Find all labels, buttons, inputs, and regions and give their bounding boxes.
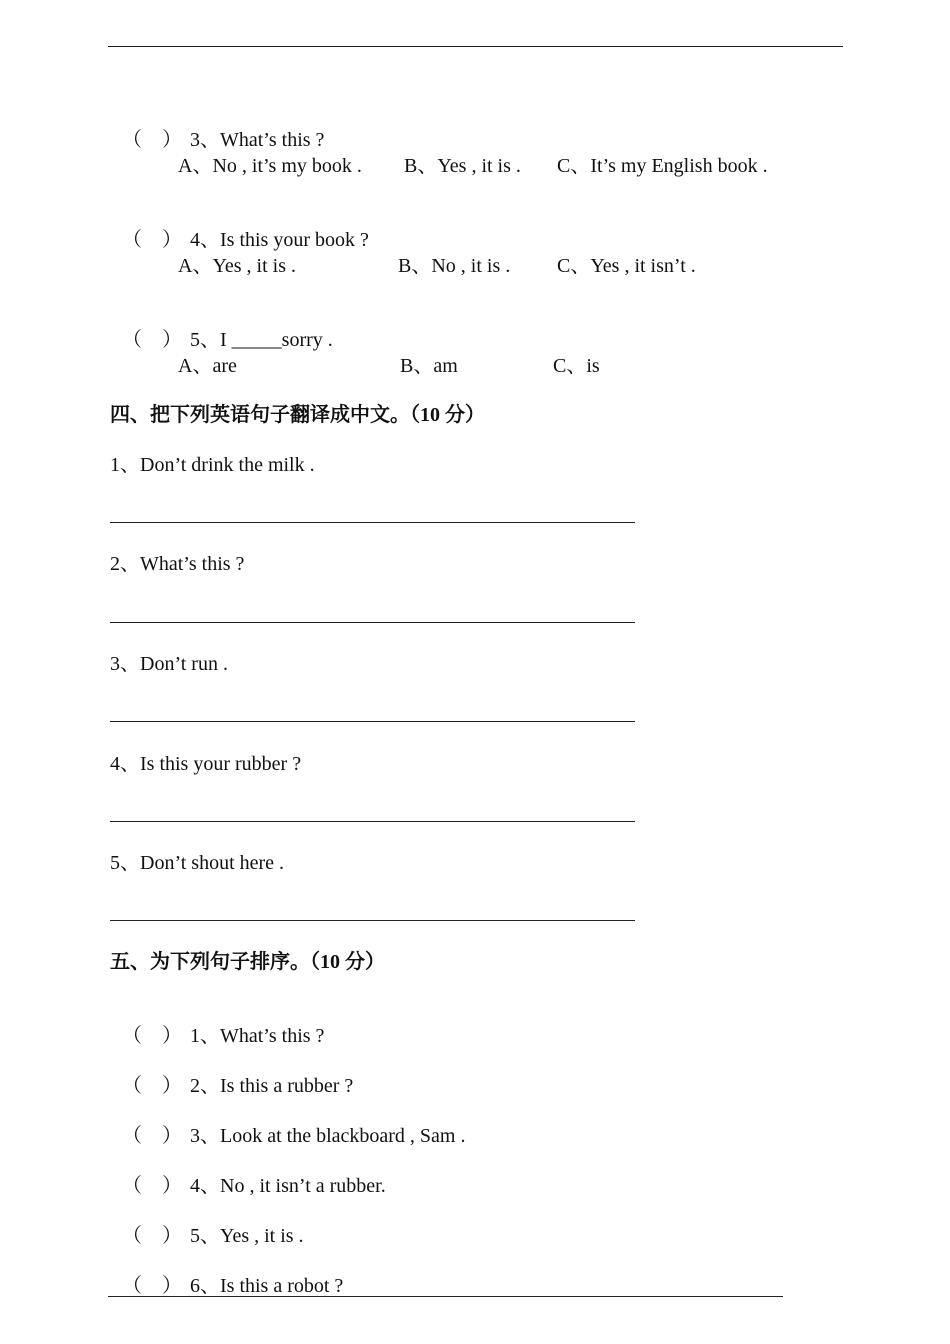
q5-option-c: C、is (553, 355, 600, 377)
translate-item-1: 1、Don’t drink the milk . (110, 454, 315, 476)
q3-option-c: C、It’s my English book . (557, 155, 768, 177)
q4-option-a: A、Yes , it is . (178, 255, 296, 277)
q5-option-b: B、am (400, 355, 458, 377)
q3-option-a: A、No , it’s my book . (178, 155, 362, 177)
answer-line-3[interactable] (110, 721, 635, 722)
answer-line-4[interactable] (110, 821, 635, 822)
answer-paren[interactable]: （ ） (122, 1125, 182, 1147)
question-5 (112, 304, 333, 352)
answer-line-2[interactable] (110, 622, 635, 623)
q3-option-b: B、Yes , it is . (404, 155, 521, 177)
footer-rule (108, 1296, 783, 1297)
question-text: 3、What’s this ? (190, 129, 325, 151)
answer-line-5[interactable] (110, 920, 635, 921)
q4-option-c: C、Yes , it isn’t . (557, 255, 696, 277)
translate-item-4: 4、Is this your rubber ? (110, 753, 302, 775)
answer-paren[interactable]: （ ） (122, 1275, 182, 1297)
order-item-1 (112, 1000, 324, 1048)
translate-item-2: 2、What’s this ? (110, 553, 245, 575)
answer-paren[interactable]: （ ） (122, 1075, 182, 1097)
answer-paren[interactable]: （ ） (122, 229, 182, 251)
translate-item-3: 3、Don’t run . (110, 653, 228, 675)
order-item-3 (112, 1100, 466, 1148)
answer-line-1[interactable] (110, 522, 635, 523)
answer-paren[interactable]: （ ） (122, 129, 182, 151)
translate-item-5: 5、Don’t shout here . (110, 852, 285, 874)
order-item-4 (112, 1150, 386, 1198)
order-text: 5、Yes , it is . (190, 1225, 304, 1247)
order-text: 3、Look at the blackboard , Sam . (190, 1125, 466, 1147)
order-item-6 (112, 1250, 343, 1298)
header-rule (108, 46, 843, 47)
q4-option-b: B、No , it is . (398, 255, 511, 277)
order-text: 2、Is this a rubber ? (190, 1075, 354, 1097)
q5-option-a: A、are (178, 355, 237, 377)
order-item-5 (112, 1200, 304, 1248)
section5-heading: 五、为下列句子排序。（10 分） (110, 951, 385, 973)
order-item-2 (112, 1050, 353, 1098)
question-text: 5、I _____sorry . (190, 329, 333, 351)
section4-heading: 四、把下列英语句子翻译成中文。（10 分） (110, 404, 485, 426)
answer-paren[interactable]: （ ） (122, 1175, 182, 1197)
question-3 (112, 104, 324, 152)
order-text: 6、Is this a robot ? (190, 1275, 344, 1297)
question-text: 4、Is this your book ? (190, 229, 369, 251)
answer-paren[interactable]: （ ） (122, 1025, 182, 1047)
order-text: 1、What’s this ? (190, 1025, 325, 1047)
order-text: 4、No , it isn’t a rubber. (190, 1175, 386, 1197)
question-4 (112, 204, 369, 252)
answer-paren[interactable]: （ ） (122, 329, 182, 351)
answer-paren[interactable]: （ ） (122, 1225, 182, 1247)
